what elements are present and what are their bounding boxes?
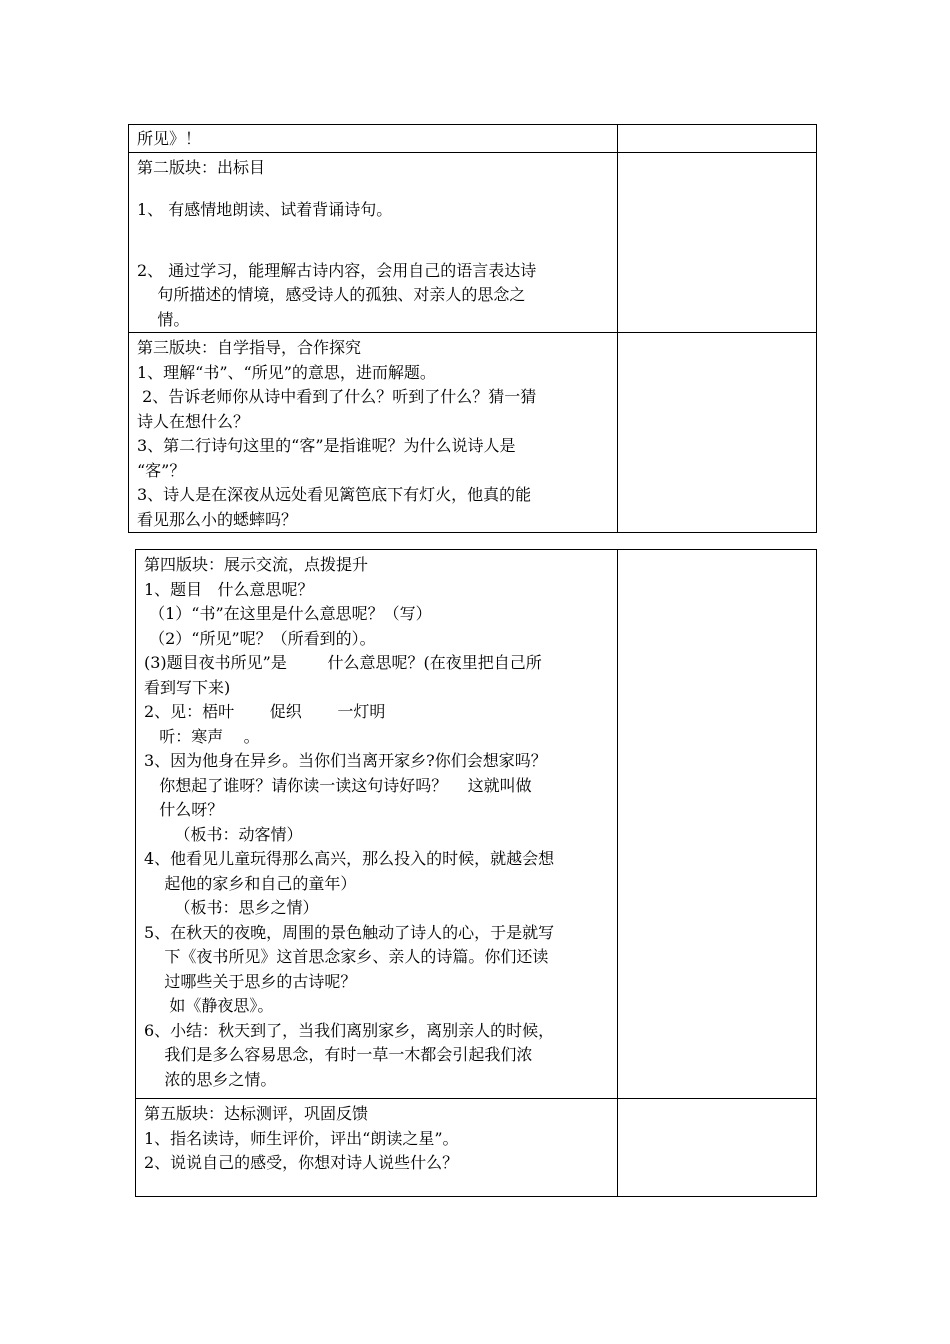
- text-line: 1、理解“书”、“所见”的意思，进而解题。: [137, 362, 436, 382]
- text-line: (3)题目夜书所见”是 什么意思呢？(在夜里把自己所: [144, 653, 542, 672]
- table-cell: [129, 125, 618, 153]
- text-line: 2、 通过学习，能理解古诗内容，会用自己的语言表达诗: [137, 260, 537, 280]
- text-line: 1、指名读诗，师生评价，评出“朗读之星”。: [144, 1128, 459, 1148]
- table-cell: [136, 1099, 618, 1197]
- table-row: [129, 125, 817, 153]
- table-row: [136, 550, 817, 1099]
- text-line: 下《夜书所见》这首思念家乡、亲人的诗篇。你们还读: [144, 947, 549, 966]
- text-line: 听：寒声 。: [144, 726, 260, 746]
- text-line: （2）“所见”呢？（所看到的）。: [144, 628, 376, 648]
- text-line: （板书：动客情）: [144, 824, 303, 844]
- text-line: （1）“书”在这里是什么意思呢？（写）: [144, 604, 432, 623]
- section-heading: 第五版块：达标测评，巩固反馈: [144, 1104, 369, 1123]
- notes-cell: [618, 333, 817, 533]
- text-line: 5、在秋天的夜晚，周围的景色触动了诗人的心，于是就写: [144, 922, 555, 942]
- text-line: “客”？: [137, 460, 186, 480]
- text-line: 1、 有感情地朗读、试着背诵诗句。: [137, 200, 393, 219]
- text-line: 你想起了谁呀？请你读一读这句诗好吗？ 这就叫做: [144, 775, 532, 795]
- text-line: 6、小结：秋天到了，当我们离别家乡，离别亲人的时候，: [144, 1020, 555, 1040]
- section-heading: 第三版块：自学指导，合作探究: [137, 338, 362, 357]
- text-line: 1、题目 什么意思呢？: [144, 579, 314, 599]
- text-line: 2、见：梧叶 促织 一灯明: [144, 702, 386, 721]
- text-line: 浓的思乡之情。: [144, 1069, 277, 1089]
- table-row: [136, 1099, 817, 1197]
- text-line: 看见那么小的蟋蟀吗？: [137, 509, 298, 529]
- text-line: 所见》！: [137, 129, 202, 148]
- text-line: 起他的家乡和自己的童年）: [144, 873, 357, 893]
- text-line: 3、第二行诗句这里的“客”是指谁呢？为什么说诗人是: [137, 436, 516, 455]
- text-line: 4、他看见儿童玩得那么高兴，那么投入的时候，就越会想: [144, 849, 555, 868]
- text-line: 什么呀？: [144, 800, 224, 819]
- text-line: 3、诗人是在深夜从远处看见篱笆底下有灯火，他真的能: [137, 485, 532, 504]
- lesson-table-1: [128, 124, 817, 533]
- table-row: [129, 152, 817, 333]
- table-cell: [129, 152, 618, 333]
- text-line: 过哪些关于思乡的古诗呢？: [144, 971, 357, 991]
- text-line: 2、说说自己的感受，你想对诗人说些什么？: [144, 1153, 459, 1172]
- text-line: 情。: [137, 309, 190, 329]
- text-line: 诗人在想什么？: [137, 411, 250, 431]
- text-line: 我们是多么容易思念，有时一草一木都会引起我们浓: [144, 1045, 533, 1064]
- text-line: 句所描述的情境，感受诗人的孤独、对亲人的思念之: [137, 285, 526, 304]
- section-heading: 第二版块：出标目: [137, 157, 266, 177]
- text-line: 2、告诉老师你从诗中看到了什么？听到了什么？猜一猜: [137, 387, 537, 406]
- text-line: （板书：思乡之情）: [144, 898, 319, 917]
- notes-cell: [618, 125, 817, 153]
- lesson-table-2: [135, 549, 817, 1197]
- notes-cell: [618, 1099, 817, 1197]
- notes-cell: [618, 550, 817, 1099]
- notes-cell: [618, 152, 817, 333]
- table-cell: [136, 550, 618, 1099]
- section-heading: 第四版块：展示交流，点拨提升: [144, 555, 369, 574]
- table-row: [129, 333, 817, 533]
- text-line: 3、因为他身在异乡。当你们当离开家乡?你们会想家吗？: [144, 751, 547, 770]
- table-cell: [129, 333, 618, 533]
- text-line: 如《静夜思》。: [144, 996, 274, 1015]
- text-line: 看到写下来): [144, 677, 231, 697]
